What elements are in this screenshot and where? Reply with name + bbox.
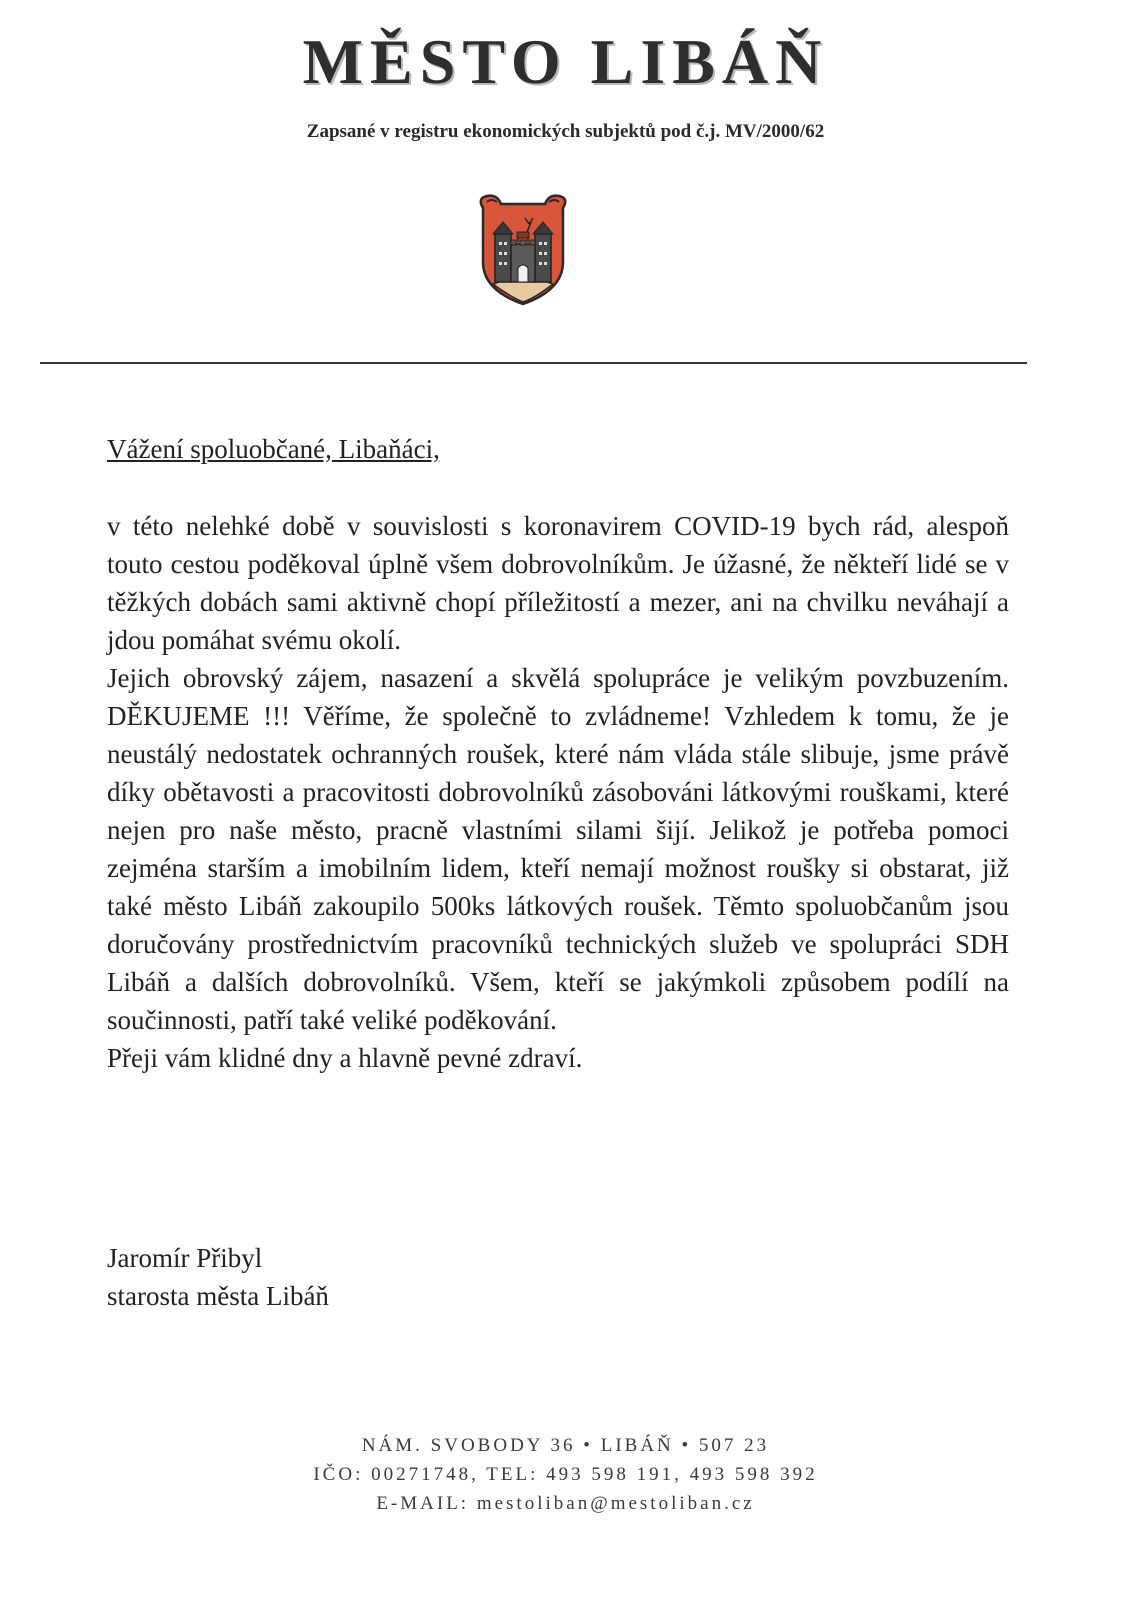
footer-address: NÁM. SVOBODY 36 • LIBÁŇ • 507 23: [361, 1435, 770, 1456]
letter-body: [107, 507, 1009, 1077]
signature-role: starosta města Libáň: [107, 1281, 329, 1311]
page-title: MĚSTO LIBÁŇ: [302, 26, 829, 97]
registration-subtitle: Zapsané v registru ekonomických subjektů pod č.j. MV/2000/62: [306, 121, 825, 142]
signature-name: Jaromír Přibyl: [107, 1243, 263, 1273]
header-divider: [40, 362, 1027, 364]
footer-email: E-MAIL: mestoliban@mestoliban.cz: [376, 1493, 755, 1514]
coat-of-arms-icon: [475, 192, 571, 308]
letter-paragraph: v této nelehké době v souvislosti s koronavirem COVID-19 bych rád, alespoň touto cestou poděkoval úplně všem dobrovolníkům. Je úžasné, že někteří lidé se v těžkých dobách sami aktivně chopí příležitostí a mezer, ani na chvilku neváhají a jdou pomáhat svému okolí.: [107, 511, 1009, 655]
letter-greeting: Vážení spoluobčané, Libaňáci,: [107, 434, 440, 464]
footer-ids: IČO: 00271748, TEL: 493 598 191, 493 598 392: [313, 1464, 818, 1485]
letter-paragraph: Jejich obrovský zájem, nasazení a skvělá spolupráce je velikým povzbuzením. DĚKUJEME !!! Věříme, že společně to zvládneme! Vzhledem k tomu, že je neustálý nedostatek ochranných roušek, které nám vláda stále slibuje, jsme právě díky obětavosti a pracovitosti dobrovolníků zásobováni látkovými rouškami, které nejen pro naše město, pracně vlastními silami šijí. Jelikož je potřeba pomoci zejména starším a imobilním lidem, kteří nemají možnost roušky si obstarat, již také město Libáň zakoupilo 500ks látkových roušek. Těmto spoluobčanům jsou doručovány prostřednictvím pracovníků technických služeb ve spolupráci SDH Libáň a dalších dobrovolníků. Všem, kteří se jakýmkoli způsobem podílí na součinnosti, patří také veliké poděkování.: [107, 663, 1009, 1035]
letter-closing: Přeji vám klidné dny a hlavně pevné zdraví.: [107, 1043, 583, 1073]
